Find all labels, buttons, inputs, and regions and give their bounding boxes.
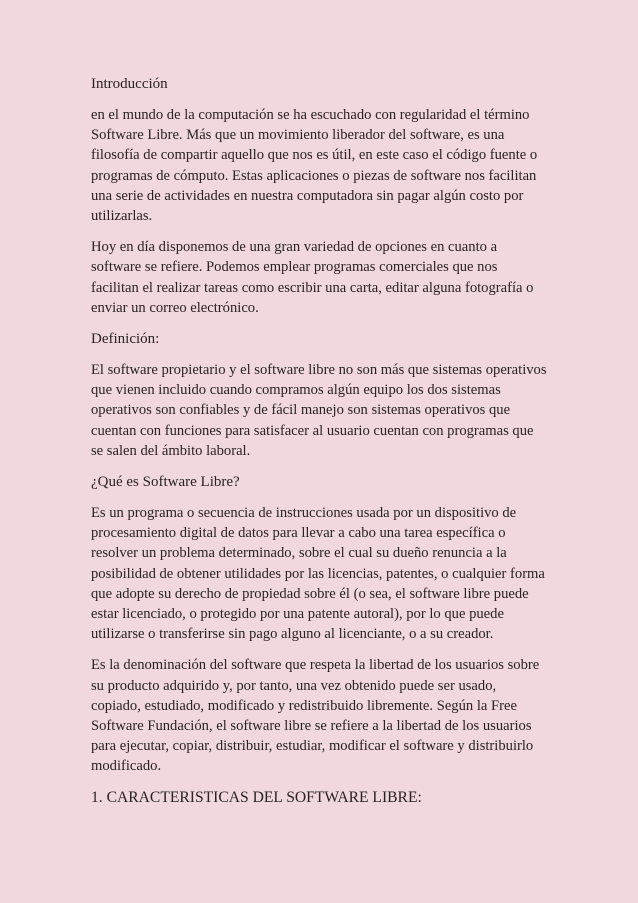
intro-paragraph: Hoy en día disponemos de una gran variedad de opciones en cuanto a software se refiere. Podemos emplear programas comerciales que nos facilitan el realizar tareas como escribir una carta, editar alguna fotografía o enviar un correo electrónico.: [91, 239, 534, 316]
definition-heading: Definición:: [91, 331, 160, 348]
definition-paragraph: El software propietario y el software libre no son más que sistemas operativos que vienen incluido cuando compramos algún equipo los dos sistemas operativos son confiables y de fácil manejo son sistemas operativos que cuentan con funciones para satisfacer al usuario cuentan con programas que se salen del ámbito laboral.: [91, 362, 547, 459]
section-heading: 1. CARACTERISTICAS DEL SOFTWARE LIBRE:: [91, 788, 422, 806]
intro-heading: Introducción: [91, 76, 168, 92]
question-heading: ¿Qué es Software Libre?: [91, 474, 240, 491]
intro-paragraph: en el mundo de la computación se ha escuchado con regularidad el término Software Libre. Más que un movimiento liberador del software, es una filosofía de compartir aquello que nos es útil, en este caso el código fuente o programas de cómputo. Estas aplicaciones o piezas de software nos facilitan una serie de actividades en nuestra computadora sin pagar algún costo por utilizarlas.: [91, 107, 538, 225]
question-paragraph: Es la denominación del software que respeta la libertad de los usuarios sobre su producto adquirido y, por tanto, una vez obtenido puede ser usado, copiado, estudiado, modificado y redistribuido libremente. Según la Free Software Fundación, el software libre se refiere a la libertad de los usuarios para ejecutar, copiar, distribuir, estudiar, modificar el software y distribuirlo modificado.: [91, 657, 540, 775]
question-paragraph: Es un programa o secuencia de instrucciones usada por un dispositivo de procesamiento digital de datos para llevar a cabo una tarea específica o resolver un problema determinado, sobre el cual su dueño renuncia a la posibilidad de obtener utilidades por las licencias, patentes, o cualquier forma que adopte su derecho de propiedad sobre él (o sea, el software libre puede estar licenciado, o protegido por una patente autoral), por lo que puede utilizarse o transferirse sin pago alguno al licenciante, o a su creador.: [91, 505, 545, 643]
